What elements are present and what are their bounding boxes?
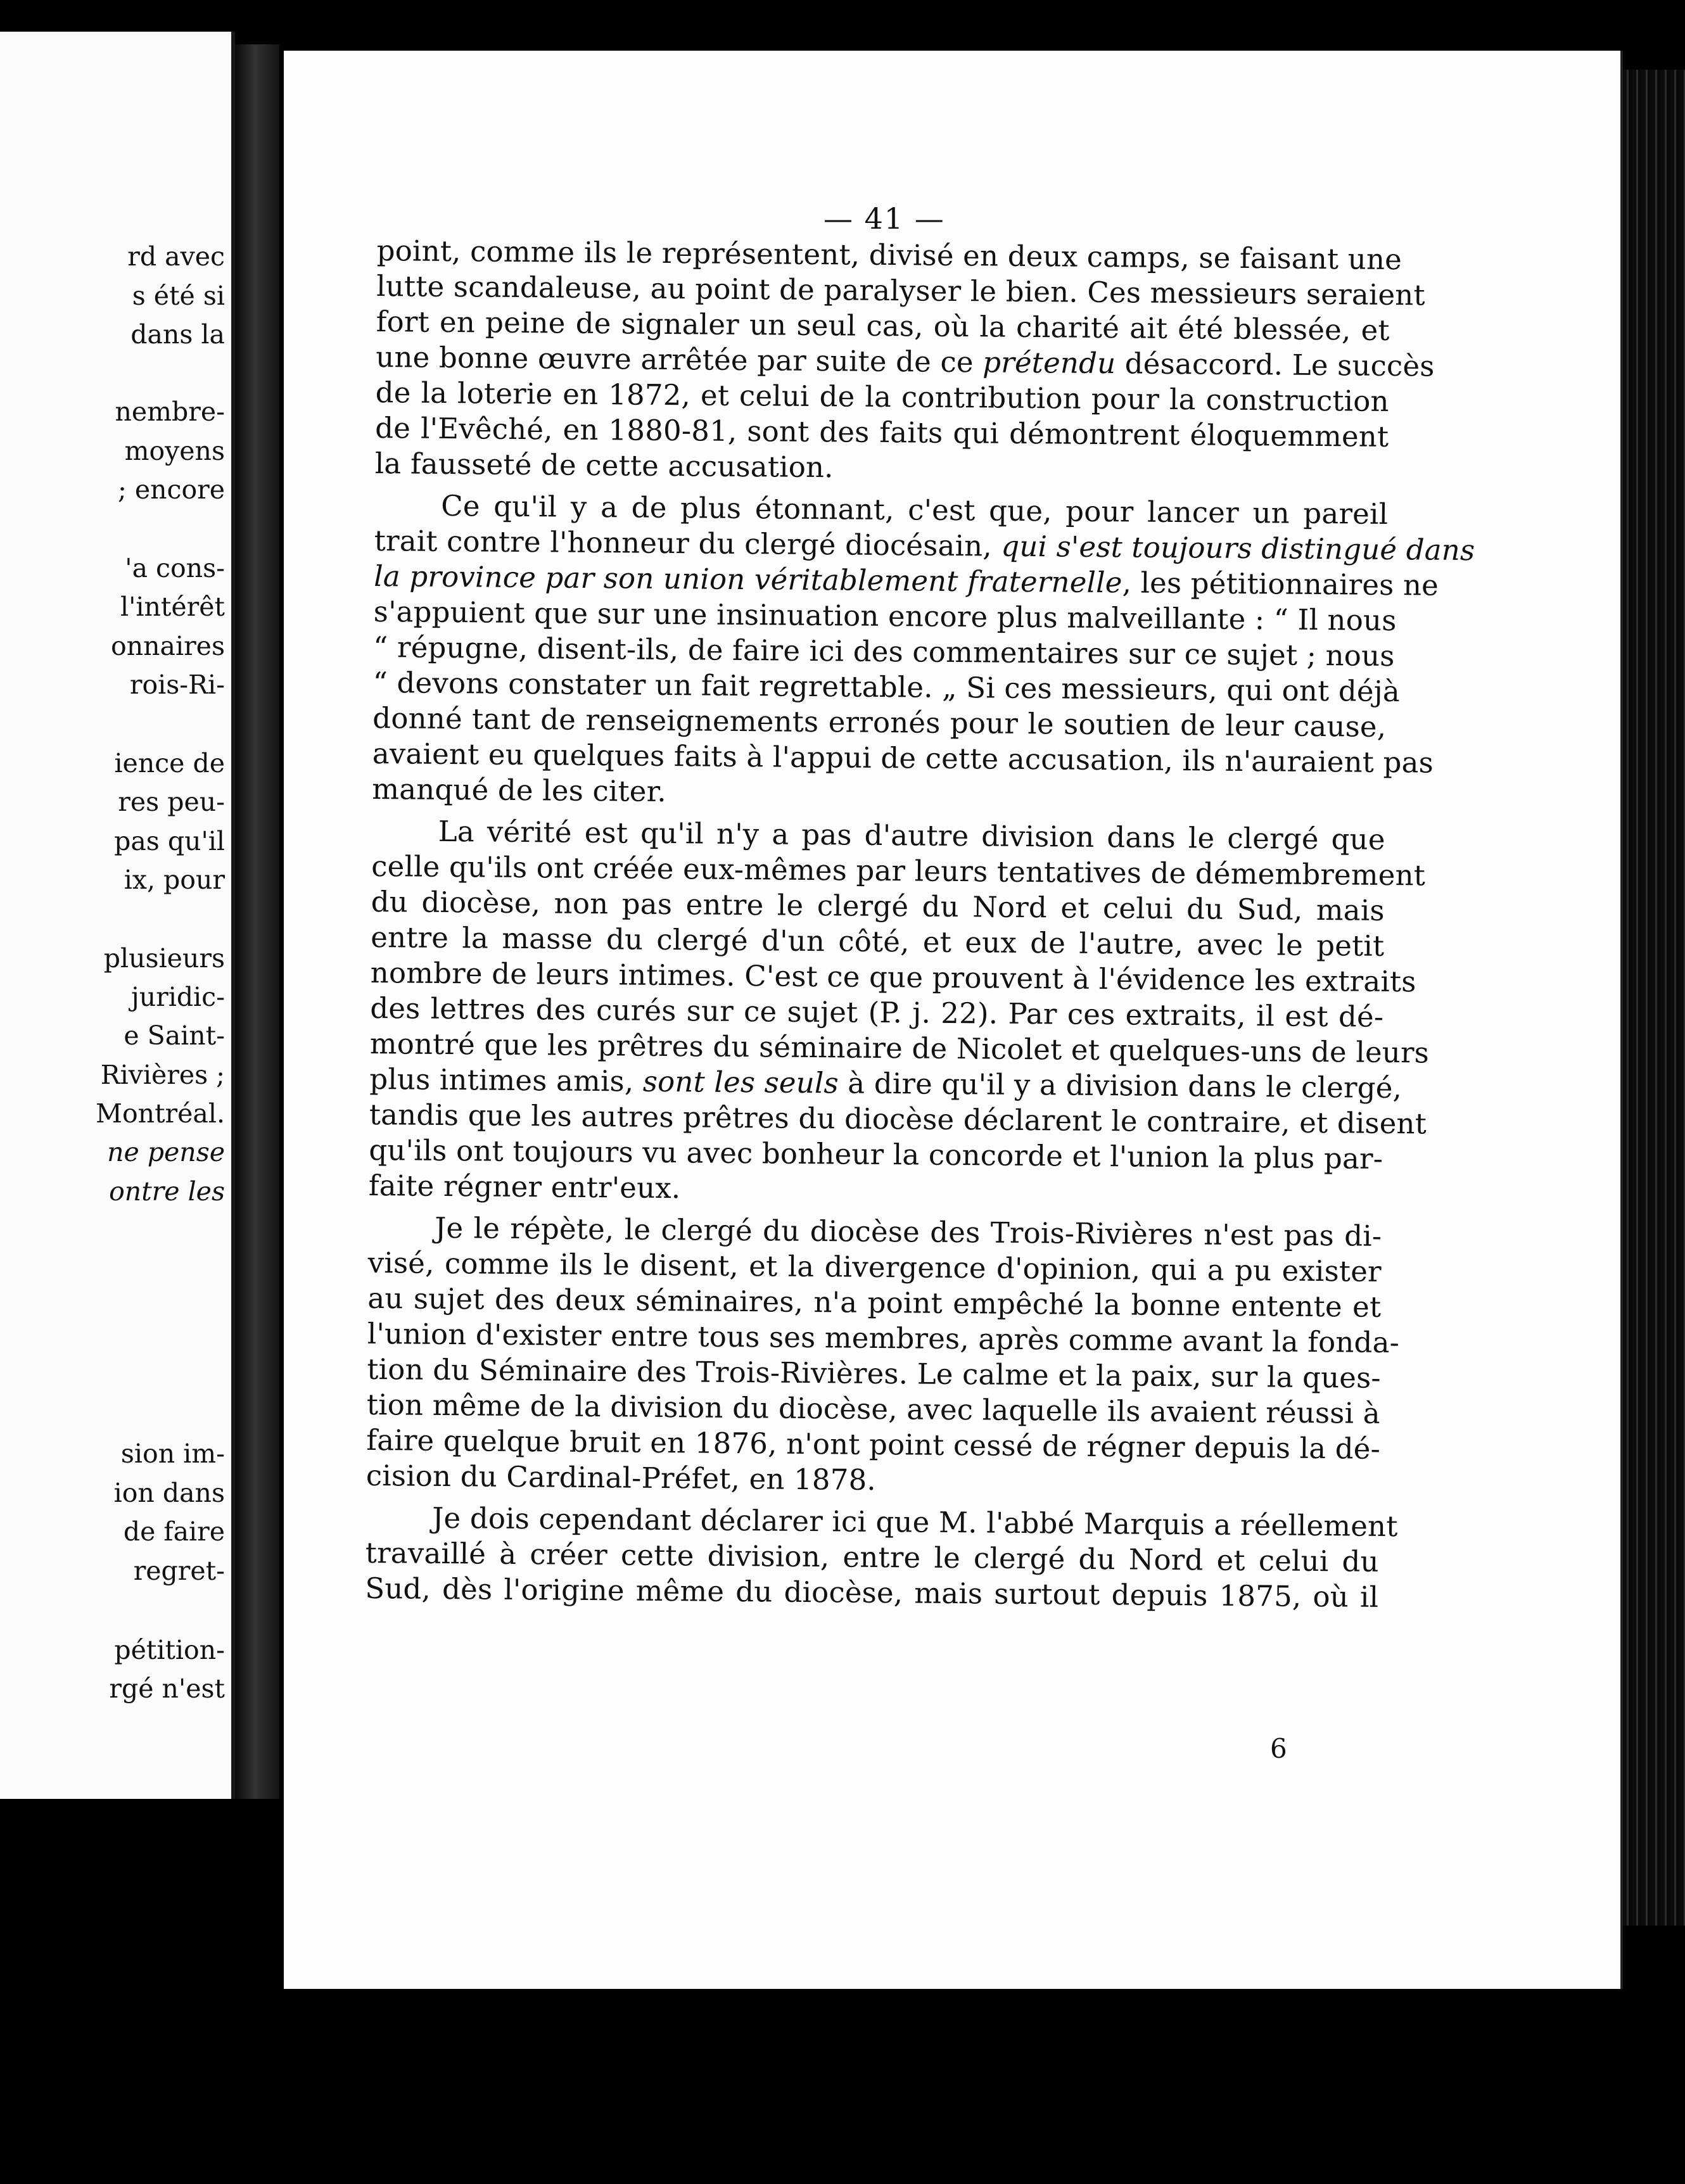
facing-page-line: s été si [132, 281, 225, 311]
text-line: lutte scandaleuse, au point de paralyser le bien. Ces messieurs seraient [376, 269, 1426, 312]
text-line: fort en peine de signaler un seul cas, où la charité ait été blessée, et [376, 304, 1390, 347]
facing-page-line: rgé n'est [109, 1673, 225, 1704]
page-number: — 41 — [823, 201, 945, 236]
text-line: l'union d'exister entre tous ses membres, après comme avant la fonda- [367, 1316, 1400, 1360]
page-edges [1623, 70, 1685, 1926]
facing-page-line: 'a cons- [125, 553, 225, 583]
text-line: visé, comme ils le disent, et la divergence d'opinion, qui a pu exister [367, 1245, 1382, 1288]
text-line: “ devons constater un fait regrettable. „ Si ces messieurs, qui ont déjà [372, 665, 1401, 709]
facing-page-line: onnaires [111, 631, 225, 661]
text-line: montré que les prêtres du séminaire de Nicolet et quelques-uns de leurs [369, 1026, 1430, 1070]
facing-page-line: ne pense [107, 1137, 225, 1167]
facing-page-line: dans la [130, 319, 225, 350]
facing-page-line: sion im- [120, 1438, 225, 1469]
text-line: Je le répète, le clergé du diocèse des Trois-Rivières n'est pas di- [435, 1210, 1382, 1253]
text-line: qu'ils ont toujours vu avec bonheur la concorde et l'union la plus par- [369, 1133, 1383, 1176]
text-line: Sud, dès l'origine même du diocèse, mais surtout depuis 1875, où il [365, 1571, 1379, 1614]
text-line: La vérité est qu'il n'y a pas d'autre division dans le clergé que [438, 814, 1385, 856]
italic-text-run: prétendu [982, 345, 1116, 381]
facing-page-line: ; encore [117, 474, 225, 505]
facing-page-line: de faire [123, 1516, 225, 1547]
text-run: plus intimes amis, [369, 1062, 644, 1098]
body-text [365, 233, 1475, 1615]
text-line: la fausseté de cette accusation. [374, 446, 834, 485]
text-line: nombre de leurs intimes. C'est ce que prouvent à l'évidence les extraits [370, 955, 1416, 999]
facing-page-line: l'intérêt [120, 592, 225, 622]
facing-page-line: Montréal. [96, 1098, 225, 1129]
facing-page-line: ion dans [113, 1478, 225, 1508]
text-line: cision du Cardinal-Préfet, en 1878. [366, 1458, 877, 1497]
text-line: faite régner entr'eux. [368, 1168, 681, 1205]
facing-page [0, 32, 235, 1799]
text-run: trait contre l'honneur du clergé diocésain, [374, 523, 1001, 563]
italic-text-run: qui s'est toujours distingué dans [1001, 529, 1475, 568]
facing-page-line: regret- [133, 1556, 225, 1586]
text-line: “ répugne, disent-ils, de faire ici des commentaires sur ce sujet ; nous [373, 630, 1395, 673]
text-run: désaccord. Le succès [1116, 346, 1435, 383]
facing-page-line: Rivières ; [100, 1060, 225, 1090]
facing-page-line: juridic- [130, 982, 225, 1012]
signature-mark: 6 [1270, 1733, 1287, 1764]
facing-page-line: rois-Ri- [129, 670, 225, 700]
facing-page-line: pas qu'il [114, 826, 225, 856]
book-gutter [235, 44, 279, 1799]
text-line: travaillé à créer cette division, entre le clergé du Nord et celui du [365, 1535, 1379, 1578]
text-run: , les pétitionnaires ne [1122, 566, 1439, 602]
text-line: manqué de les citer. [372, 771, 667, 809]
italic-text-run: sont les seuls [642, 1064, 839, 1100]
facing-page-line: nembre- [115, 397, 225, 427]
text-line: tion même de la division du diocèse, avec laquelle ils avaient réussi à [366, 1387, 1381, 1430]
text-line: point, comme ils le représentent, divisé en deux camps, se faisant une [376, 233, 1402, 277]
text-line: du diocèse, non pas entre le clergé du Nord et celui du Sud, mais [371, 884, 1385, 927]
text-line: de l'Evêché, en 1880-81, sont des faits qui démontrent éloquemment [375, 410, 1389, 454]
text-line: avaient eu quelques faits à l'appui de cette accusation, ils n'auraient pas [372, 736, 1434, 780]
text-line: s'appuient que sur une insinuation encore plus malveillante : “ Il nous [373, 594, 1397, 638]
text-line: Ce qu'il y a de plus étonnant, c'est que, pour lancer un pareil [441, 488, 1389, 531]
text-run: à dire qu'il y a division dans le clergé, [838, 1066, 1402, 1105]
facing-page-line: plusieurs [103, 943, 225, 974]
text-line: tandis que les autres prêtres du diocèse déclarent le contraire, et disent [369, 1097, 1427, 1141]
facing-page-line: pétition- [114, 1635, 225, 1665]
text-line: des lettres des curés sur ce sujet (P. j. 22). Par ces extraits, il est dé- [370, 991, 1384, 1034]
facing-page-line: ontre les [109, 1176, 225, 1207]
facing-page-line: ix, pour [124, 865, 225, 895]
facing-page-line: rd avec [127, 241, 225, 272]
facing-page-line: e Saint- [124, 1020, 225, 1051]
text-run: une bonne œuvre arrêtée par suite de ce [376, 340, 983, 379]
text-line: donné tant de renseignements erronés pour le soutien de leur cause, [372, 701, 1387, 744]
facing-page-line: res peu- [118, 787, 225, 817]
text-line: tion du Séminaire des Trois-Rivières. Le calme et la paix, sur la ques- [367, 1352, 1382, 1395]
text-line: de la loterie en 1872, et celui de la contribution pour la construction [375, 375, 1389, 418]
text-line: au sujet des deux séminaires, n'a point empêché la bonne entente et [367, 1281, 1382, 1324]
text-line: celle qu'ils ont créée eux-mêmes par leurs tentatives de démembrement [371, 849, 1426, 892]
text-line: entre la masse du clergé d'un côté, et eux de l'autre, avec le petit [371, 920, 1385, 963]
facing-page-line: moyens [124, 436, 225, 466]
italic-text-run: la province par son union véritablement fraternelle [374, 559, 1122, 600]
text-line: Je dois cependant déclarer ici que M. l'abbé Marquis a réellement [432, 1501, 1398, 1544]
text-line: faire quelque bruit en 1876, n'ont point cessé de régner depuis la dé- [366, 1423, 1381, 1466]
facing-page-line: ience de [114, 748, 225, 778]
